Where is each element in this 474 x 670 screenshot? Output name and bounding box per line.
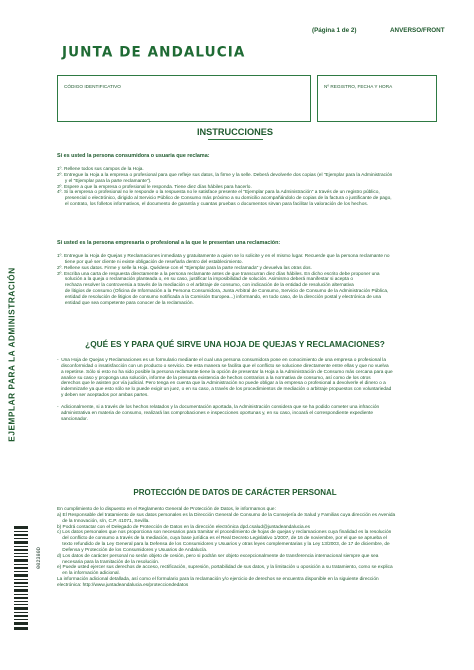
list-item: analice su caso y proponga una solución, informe de la presunta existencia de hechos contrarios a la normativa de consumo, así como de los otros — [57, 375, 371, 381]
list-item: sancionador. — [57, 416, 88, 422]
privacy-link[interactable]: electrónica: http://www.juntadeandalucia.es/protecciondedatos — [57, 582, 189, 588]
list-item: La información adicional detallada, así como el formulario para la reclamación y/o ejercicio de derechos se encuentra disponible en la siguiente dirección — [57, 577, 379, 583]
list-item: de la Innovación, s/n, C.P. 41071, Sevilla. — [57, 518, 150, 524]
consumer-heading: Si es usted la persona consumidora o usuaria que reclama: — [57, 153, 210, 159]
list-item: administrativa en materia de consumo, realizará las comprobaciones e inspecciones oportunas y, en su caso, incoará el correspondiente expediente — [57, 410, 373, 416]
junta-logo: JUNTA DE ANDALUCIA — [62, 43, 246, 61]
list-item: - Una Hoja de Quejas y Reclamaciones es un formulario mediante el cual una persona consumidora pone en conocimiento de una empresa o profesional la — [57, 358, 386, 363]
list-item: 2º. Entregue la Hoja a la empresa o profesional para que refleje sus datos, la firme y la selle. Deberá devolverle dos copias (el "Ejemplar para la Administración — [57, 172, 393, 178]
list-item: y deben ser aceptados por ambas partes. — [57, 393, 149, 399]
instructions-title-underline — [208, 139, 263, 140]
list-item: 2º. Rellene sus datos. Firme y selle la Hoja. Quédese con el "Ejemplar para la parte reclamada" y devuelva las otras dos. — [57, 265, 312, 271]
privacy-list — [57, 507, 447, 589]
list-item: entidad que sea competente para conocer de la reclamación. — [57, 300, 194, 306]
barcode-number: 002380D — [36, 547, 42, 569]
code-box-label: CÓDIGO IDENTIFICATIVO — [64, 84, 121, 89]
list-item: tiene por qué ser cliente ni existe obligación de reseñarla dentro del establecimiento. — [57, 259, 243, 265]
list-item: c) Los datos personales que nos proporciona son necesarios para tramitar el procedimiento de hojas de quejas y reclamaciones cuya finalidad es la resolución — [57, 530, 392, 536]
list-item: 3º. Escriba una carta de respuesta directamente a la persona reclamante antes de que transcurran diez días hábiles. En dicho escrito debe proponer una — [57, 271, 380, 277]
list-item: entidad de resolución de litigios de consumo notificada a la Comisión Europea...) informando, en todo caso, de la dirección postal y electrónica de una — [57, 294, 381, 300]
list-item: En cumplimiento de lo dispuesto en el Reglamento General de Protección de Datos, le informamos que: — [57, 507, 276, 512]
list-item: solución a la queja o reclamación planteada o, en su caso, justificar la imposibilidad de solución. Asimismo deberá manifestar si acepta o — [57, 277, 353, 283]
page-number-label: (Página 1 de 2) — [312, 27, 357, 34]
list-item: d) Los datos de carácter personal no serán objeto de cesión, pero si podrán ser objeto excepcionalmente de transferencia internacional siempre que sea — [57, 553, 379, 559]
list-item: b) Podrá contactar con el Delegado de Protección de Datos en la dirección electrónica dpd.csalud@juntadeandalucia.es — [57, 524, 311, 530]
purpose-title: ¿QUÉ ES Y PARA QUÉ SIRVE UNA HOJA DE QUEJAS Y RECLAMACIONES? — [85, 339, 385, 349]
list-item: y el "Ejemplar para la parte reclamante"). — [57, 178, 152, 184]
side-label: ANVERSO/FRONT — [390, 27, 445, 34]
list-item: presencial o electrónico, dirigido al Servicio Público de Consumo más próximo a su domicilio acompañándolo de copias de la factura o justificante de pago, — [57, 196, 392, 202]
registry-box-label: Nº REGISTRO, FECHA Y HORA — [324, 84, 393, 89]
list-item: disconformidad o insatisfacción con un producto o servicio. De esta manera se facilita que el conflicto se solucione directamente entre ellas y que no vuelva — [57, 363, 389, 369]
list-item: de litigios de consumo (Oficina de Información a la Persona Consumidora, Junta Arbitral de Consumo, Servicio de Consumo de la Administración Pública, — [57, 289, 389, 295]
list-item: 3º. Espere a que la empresa o profesional le responda. Tiene diez días hábiles para hacerlo. — [57, 184, 252, 190]
list-item: - Adicionalmente, si a través de los hechos relatados y la documentación aportada, la Administración considera que se ha podido cometer una infracción — [57, 404, 380, 410]
barcode-icon — [14, 526, 28, 630]
list-item: en la información adicional. — [57, 571, 120, 577]
list-item: necesaria para la tramitación de la resolución. — [57, 559, 160, 565]
purpose-list — [57, 358, 447, 422]
list-item: indemnizarle ya que esto sólo se lo puede exigir un juez, o en su caso, a través de los procedimientos de mediación o arbitraje propuestos con voluntariedad — [57, 387, 392, 393]
list-item: rechaza resolver la controversia a través de la mediación o el arbitraje de consumo, con indicación de la entidad de resolución alternativa — [57, 283, 354, 289]
list-item: texto refundido de la Ley General para la Defensa de los Consumidores y Usuarios y otras leyes complementarias y la Ley 13/2003, de 17 de diciembre, de — [57, 542, 390, 548]
list-item: Defensa y Protección de los Consumidores y Usuarios de Andalucía. — [57, 547, 208, 553]
copy-sidebar — [4, 198, 20, 518]
list-item: 1º. Entregue la Hoja de Quejas y Reclamaciones inmediata y gratuitamente a quien se lo solicite y en el mismo lugar. Recuerde que la persona reclamante no — [57, 254, 390, 259]
code-box — [57, 75, 311, 122]
copy-label: EJEMPLAR PARA LA ADMINISTRACIÓN — [7, 267, 17, 442]
business-heading: Si usted es la persona empresaria o profesional a la que le presentan una reclamación: — [57, 240, 281, 246]
registry-box — [317, 75, 437, 122]
list-item: del conflicto de consumo a través de la mediación, cuya base jurídica es el Real Decreto Legislativo 1/2007, de 16 de noviembre, por el que se aprueba el — [57, 536, 387, 542]
list-item: a) El Responsable del tratamiento de sus datos personales es la Dirección General de Consumo de la Consejería de Salud y Familias cuya dirección es Avenida — [57, 512, 396, 518]
instructions-title: INSTRUCCIONES — [196, 127, 274, 137]
business-list — [57, 254, 447, 307]
list-item: a repetirse. Sólo si esto no ha sido posible la persona reclamante tiene la opción de presentar la Hoja a la Administración de Consumo más cercana para que — [57, 369, 393, 375]
list-item: el contrato, los folletos informativos, el documento de garantía y cuantas pruebas o documentos sirvan para facilitar la valoración de los hechos. — [57, 202, 369, 208]
list-item: derechos que le asisten por vía judicial. Pero tenga en cuenta que la Administración no puede obligar a la empresa o profesional a devolverle el dinero o a — [57, 381, 386, 387]
privacy-title: PROTECCIÓN DE DATOS DE CARÁCTER PERSONAL — [133, 488, 337, 497]
barcode-number-container — [34, 525, 44, 605]
list-item: e) Puede usted ejercer sus derechos de acceso, rectificación, supresión, portabilidad de sus datos, y la limitación u oposición a su tratamiento, como se explica — [57, 565, 393, 571]
list-item: 4º. Si la empresa o profesional no le responde o la respuesta no le satisface presente el "Ejemplar para la Administración" a través de un registro público, — [57, 190, 380, 196]
list-item: 1º. Rellene todos sus campos de la Hoja. — [57, 167, 144, 172]
consumer-list — [57, 167, 447, 208]
